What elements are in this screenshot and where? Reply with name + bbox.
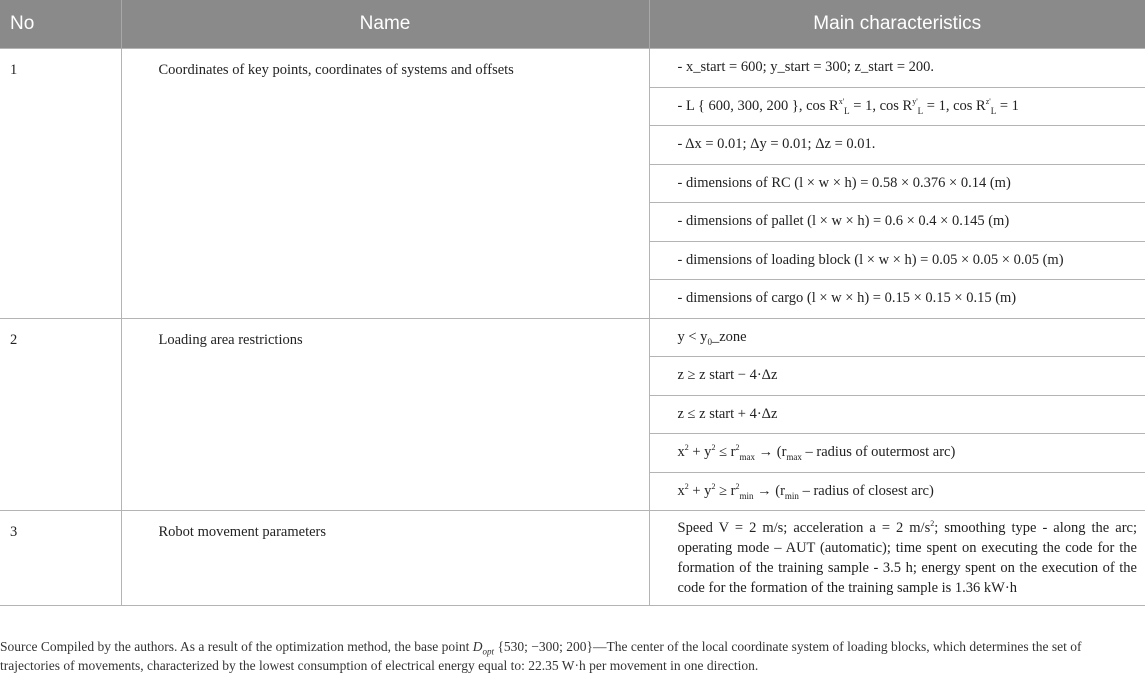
row-name: Loading area restrictions	[121, 318, 649, 511]
row-no: 2	[0, 318, 121, 511]
plus-y-text: + y	[688, 482, 712, 499]
subscript: opt	[482, 646, 495, 657]
row-name: Coordinates of key points, coordinates of systems and offsets	[121, 49, 649, 319]
subscript: min	[784, 490, 799, 501]
characteristic-cell: - dimensions of RC (l × w × h) = 0.58 × 0.376 × 0.14 (m)	[649, 164, 1145, 203]
superscript: 2	[711, 443, 716, 453]
subscript: max	[786, 452, 802, 463]
table-footnote	[0, 637, 1140, 675]
arrow-text: → (r	[754, 444, 787, 461]
header-name: Name	[121, 0, 649, 49]
plus-y-text: + y	[688, 444, 712, 461]
zone-text: _zone	[711, 328, 747, 345]
superscript: 2	[684, 481, 689, 491]
x-text: x	[677, 444, 685, 461]
ge-r-text: ≥ r	[715, 482, 736, 499]
equals-text: = 1	[996, 97, 1019, 114]
note-text: Source Compiled by the authors. As a result of the optimization method, the base point	[0, 639, 473, 654]
table-row	[0, 49, 1145, 88]
subscript: L	[844, 105, 850, 116]
table-row	[0, 318, 1145, 357]
characteristic-cell: - x_start = 600; y_start = 300; z_start = 200.	[649, 49, 1145, 88]
note-text: {530; −300; 200}—The center of the local coordinate system of loading blocks, which determines the set of trajectories of movements, characterized by the lowest consumption of electrical energy equal to: 22.35 W·h per movement in one direction.	[0, 639, 1082, 673]
characteristic-cell: z ≥ z start − 4·Δz	[649, 357, 1145, 396]
arrow-text: → (r	[753, 482, 785, 499]
header-no: No	[0, 0, 121, 49]
superscript: 2	[735, 481, 740, 491]
le-r-text: ≤ r	[715, 444, 736, 461]
subscript: max	[739, 452, 755, 463]
superscript: z'	[985, 96, 991, 106]
row-no: 1	[0, 49, 121, 319]
subscript: L	[917, 105, 924, 116]
row-name: Robot movement parameters	[121, 511, 649, 606]
characteristic-cell	[649, 472, 1145, 511]
superscript: 2	[711, 481, 716, 491]
outer-text: – radius of outermost arc)	[801, 444, 956, 461]
d-symbol: D	[472, 639, 483, 654]
characteristic-cell: z ≤ z start + 4·Δz	[649, 395, 1145, 434]
x-text: x	[677, 482, 685, 499]
superscript: 2	[735, 443, 740, 453]
closest-text: – radius of closest arc)	[798, 482, 934, 499]
superscript: x'	[838, 96, 845, 106]
characteristic-cell	[649, 434, 1145, 473]
characteristic-cell: - Δx = 0.01; Δy = 0.01; Δz = 0.01.	[649, 126, 1145, 165]
characteristic-cell: - dimensions of loading block (l × w × h) = 0.05 × 0.05 × 0.05 (m)	[649, 241, 1145, 280]
row-no: 3	[0, 511, 121, 606]
equals-text: = 1, cos R	[923, 97, 986, 114]
table-row	[0, 511, 1145, 606]
characteristic-cell	[649, 318, 1145, 357]
superscript: y'	[912, 96, 918, 106]
characteristic-cell: - dimensions of pallet (l × w × h) = 0.6 × 0.4 × 0.145 (m)	[649, 203, 1145, 242]
superscript: 2	[684, 443, 689, 453]
superscript: 2	[930, 519, 935, 529]
params-text: ; smoothing type - along the arc; operating mode – AUT (automatic); time spent on executing the code for the formation of the training sample - 3.5 h; energy spent on the execution of the code for the formation of the training sample is 1.36 kW·h	[677, 520, 1137, 596]
characteristic-cell	[649, 511, 1145, 606]
subscript: L	[990, 105, 997, 116]
characteristic-cell	[649, 87, 1145, 126]
header-characteristics: Main characteristics	[649, 0, 1145, 49]
characteristic-cell: - dimensions of cargo (l × w × h) = 0.15 × 0.15 × 0.15 (m)	[649, 280, 1145, 319]
header-row	[0, 0, 1145, 49]
y-text: y < y	[677, 328, 708, 345]
subscript: min	[739, 490, 754, 501]
speed-text: Speed V = 2 m/s; acceleration a = 2 m/s	[677, 520, 931, 536]
subscript: 0	[707, 336, 712, 347]
cos-text: - L { 600, 300, 200 }, cos R	[677, 97, 839, 114]
equals-text: = 1, cos R	[849, 97, 913, 114]
